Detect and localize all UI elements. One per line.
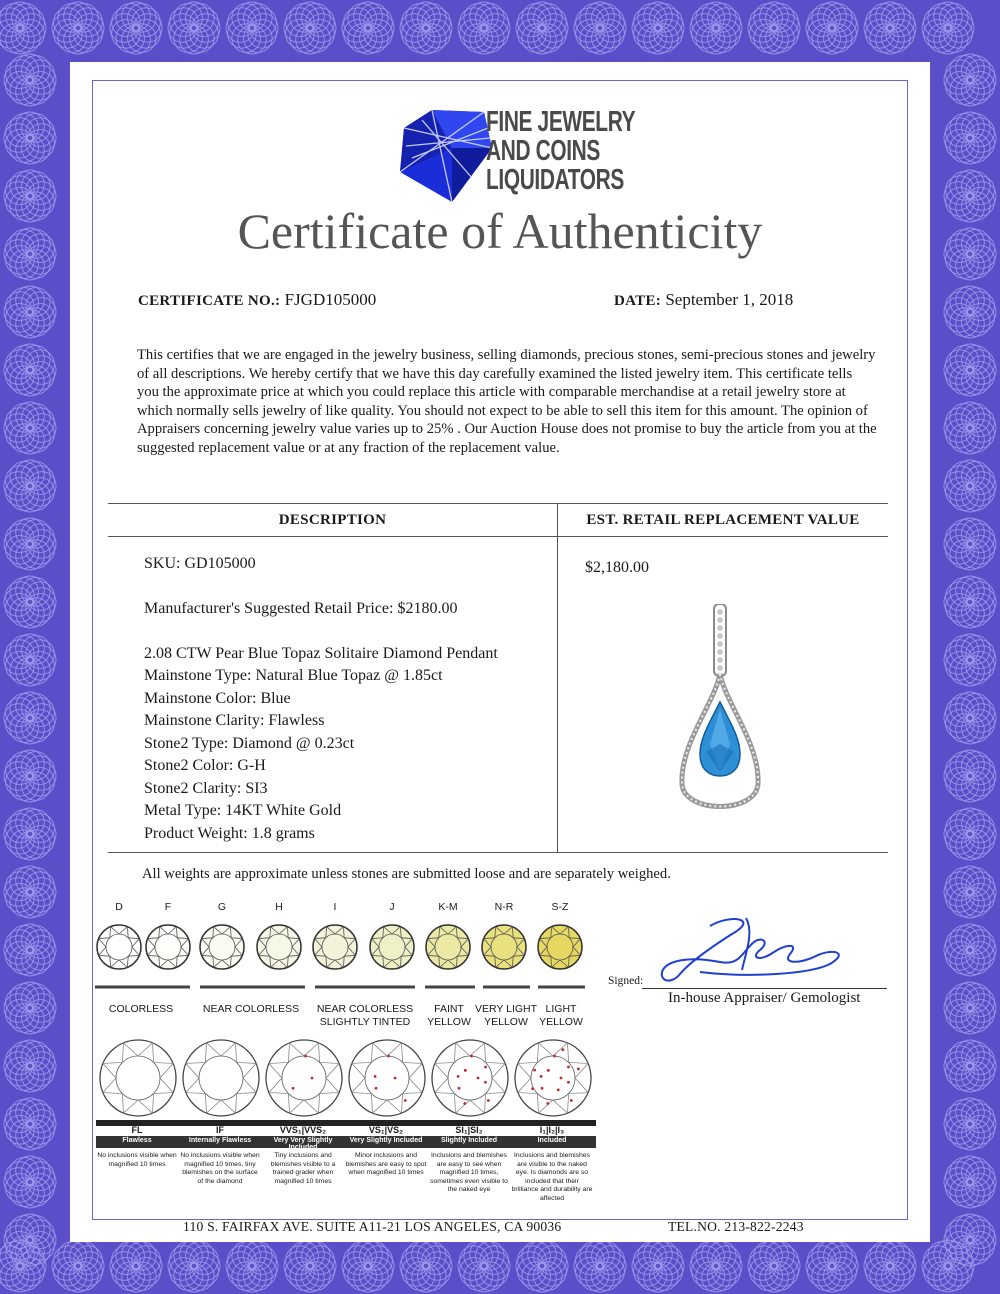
table-bottom-rule <box>108 852 888 853</box>
retail-value: $2,180.00 <box>585 559 649 576</box>
clarity-diamond-icon <box>349 1040 425 1116</box>
color-grade-diamond-icon <box>146 925 190 969</box>
table-header-rule <box>108 536 888 537</box>
color-grade-letter: H <box>275 901 283 913</box>
appraiser-title: In-house Appraiser/ Gemologist <box>668 990 861 1006</box>
color-grade-letter: J <box>389 901 395 913</box>
clarity-name: Internally Flawless <box>188 1137 252 1144</box>
date-label: DATE: <box>614 293 662 309</box>
color-category-label: LIGHT YELLOW <box>539 1003 583 1028</box>
clarity-description: No inclusions visible when magnified 10 times, tiny blemishes on the surface of the diamond <box>180 1152 260 1185</box>
clarity-diamond-icon <box>515 1040 591 1116</box>
spec-line: Metal Type: 14KT White Gold <box>144 802 342 819</box>
spec-line: Stone2 Type: Diamond @ 0.23ct <box>144 735 355 752</box>
color-grade-letter: G <box>217 901 227 913</box>
color-grade-letter: N-R <box>494 901 514 913</box>
clarity-description: Inclusions and blemishes are visible to the naked eye. Is diamonds are so included that their brilliance and durability are affected <box>511 1152 593 1202</box>
color-category-label: NEAR COLORLESS <box>202 1003 300 1015</box>
clarity-name: Very Very Slightly Included <box>273 1137 333 1151</box>
description-header: DESCRIPTION <box>278 512 387 528</box>
brand-line-1: FINE JEWELRY <box>486 106 636 138</box>
signed-label: Signed: <box>608 975 644 987</box>
color-grade-diamond-icon <box>426 925 470 969</box>
clarity-description: Inclusions and blemishes are easy to see when magnified 10 times, sometimes even visible to the naked eye <box>430 1152 508 1193</box>
certificate-number: FJGD105000 <box>284 290 377 309</box>
color-grade-letter: D <box>115 901 123 913</box>
color-category-label: NEAR COLORLESS SLIGHTLY TINTED <box>316 1003 414 1028</box>
spec-line: Product Weight: 1.8 grams <box>144 825 315 842</box>
spec-line: Stone2 Clarity: SI3 <box>144 780 268 797</box>
certificate-number-label: CERTIFICATE NO.: <box>138 293 281 309</box>
spec-line: Mainstone Color: Blue <box>144 690 291 707</box>
clarity-description: Minor inclusions and blemishes are easy to spot when magnified 10 times <box>345 1152 427 1176</box>
color-grade-letter: S-Z <box>551 901 569 913</box>
brand-line-2: AND COINS <box>486 135 600 167</box>
color-grade-diamond-icon <box>97 925 141 969</box>
date-row <box>614 290 793 310</box>
table-top-rule <box>108 503 888 504</box>
clarity-diamond-icon <box>432 1040 508 1116</box>
color-grade-diamond-icon <box>482 925 526 969</box>
signature-image <box>650 912 860 987</box>
clarity-code: SI₁|SI₂ <box>455 1125 483 1135</box>
spec-line: Stone2 Color: G-H <box>144 757 266 774</box>
intro-paragraph: This certifies that we are engaged in the jewelry business, selling diamonds, precious stones, semi-precious stones and jewelry of all descriptions. We hereby certify that we have this day carefully examined the listed jewelry item. This certificate tells you the approximate price at which you could replace this article with comparable merchandise at a retail jewelry store at which normally sells jewelry of like quality. You should not expect to be able to sell this item for this amount. The opinion of Appraisers concerning jewelry value varies up to 25% . Our Auction House does not promise to buy the article from you at the suggested replacement value or at any fraction of the replacement value. <box>137 347 877 456</box>
clarity-name: Flawless <box>122 1137 152 1144</box>
color-grade-letter: F <box>164 901 172 913</box>
clarity-description: No inclusions visible when magnified 10 times <box>97 1152 177 1168</box>
color-grade-diamond-icon <box>538 925 582 969</box>
clarity-code: VS₁|VS₂ <box>368 1125 404 1135</box>
msrp: Manufacturer's Suggested Retail Price: $2180.00 <box>144 600 458 617</box>
brand-line-3: LIQUIDATORS <box>486 164 624 196</box>
color-grade-diamond-icon <box>257 925 301 969</box>
clarity-diamond-icon <box>266 1040 342 1116</box>
clarity-name: Included <box>537 1137 567 1144</box>
weights-note: All weights are approximate unless stones are submitted loose and are separately weighed. <box>142 866 671 882</box>
clarity-code: VVS₁|VVS₂ <box>279 1125 327 1135</box>
clarity-name: Slightly Included <box>440 1137 497 1144</box>
footer-phone: TEL.NO. 213-822-2243 <box>668 1219 804 1234</box>
certificate-number-row <box>138 290 376 310</box>
sku: SKU: GD105000 <box>144 555 256 572</box>
color-category-label: COLORLESS <box>108 1003 174 1015</box>
color-grade-diamond-icon <box>370 925 414 969</box>
brand-name <box>486 108 635 195</box>
color-grade-diamond-icon <box>313 925 357 969</box>
table-column-divider <box>557 503 558 852</box>
color-grade-diamond-icon <box>200 925 244 969</box>
certificate-date: September 1, 2018 <box>665 290 794 309</box>
clarity-diamond-icon <box>183 1040 259 1116</box>
clarity-code: IF <box>216 1125 224 1135</box>
color-grade-letter: K-M <box>438 901 458 913</box>
spec-line: Mainstone Clarity: Flawless <box>144 712 325 729</box>
signature-line <box>642 988 887 989</box>
spec-line: Mainstone Type: Natural Blue Topaz @ 1.85ct <box>144 667 443 684</box>
color-grade-diamonds <box>90 915 590 995</box>
spec-line: 2.08 CTW Pear Blue Topaz Solitaire Diamond Pendant <box>144 645 498 662</box>
clarity-diamond-icon <box>100 1040 176 1116</box>
page-title: Certificate of Authenticity <box>237 203 763 259</box>
pendant-image <box>670 604 770 854</box>
footer-address: 110 S. FAIRFAX AVE. SUITE A11-21 LOS ANGELES, CA 90036 <box>183 1219 562 1234</box>
color-category-label: FAINT YELLOW <box>427 1003 471 1028</box>
color-category-label: VERY LIGHT YELLOW <box>474 1003 538 1028</box>
clarity-name: Very Slightly Included <box>349 1137 423 1144</box>
clarity-code: FL <box>131 1125 143 1135</box>
clarity-diamonds <box>96 1034 596 1126</box>
value-header: EST. RETAIL REPLACEMENT VALUE <box>586 512 860 528</box>
color-grade-letter: I <box>333 901 337 913</box>
clarity-description: Tiny inclusions and blemishes visible to a trained grader when magnified 10 times <box>270 1152 336 1185</box>
clarity-code: I₁|I₂|I₃ <box>539 1125 565 1135</box>
